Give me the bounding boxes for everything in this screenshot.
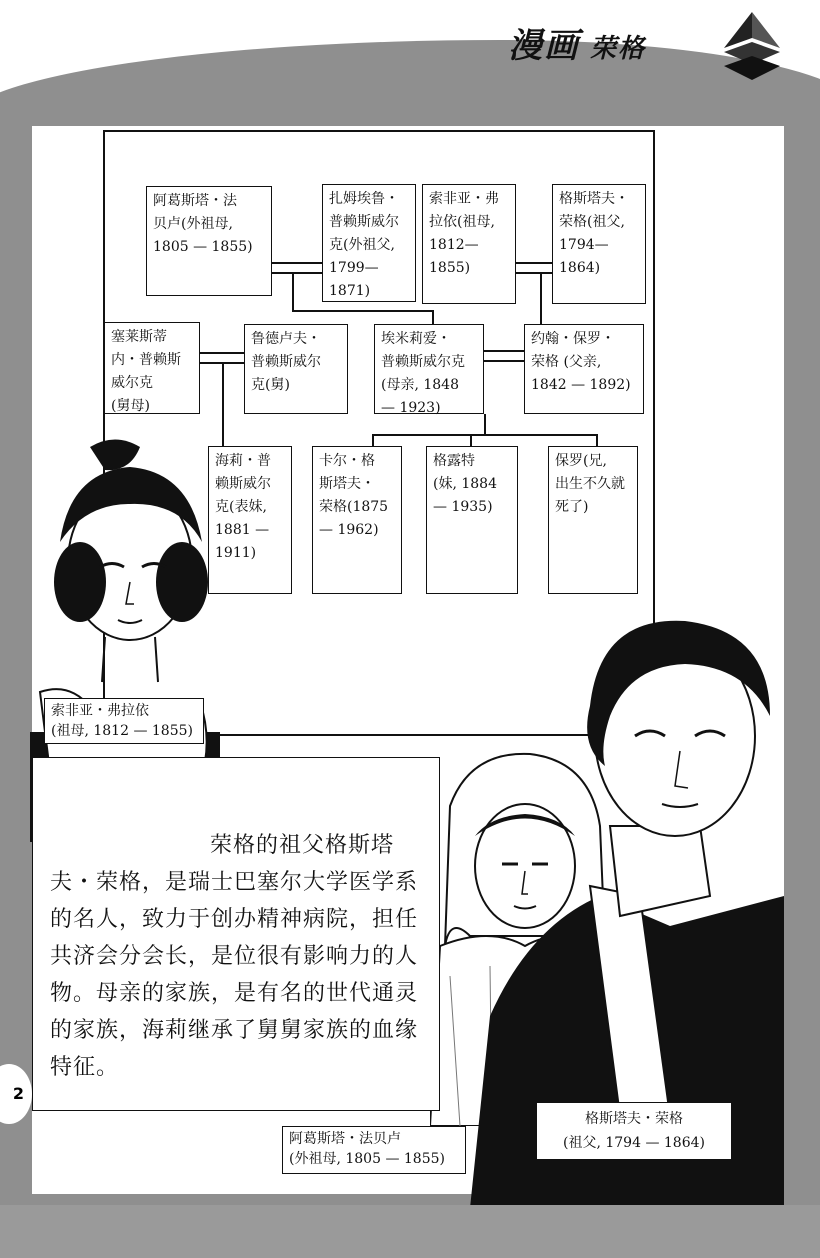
connector [292, 310, 432, 312]
tree-node-augusta: 阿葛斯塔・法 贝卢(外祖母, 1805 — 1855) [146, 186, 272, 296]
series-title-sub: 荣格 [590, 34, 647, 64]
connector [272, 272, 322, 274]
series-title [508, 18, 646, 67]
tree-node-celestine: 塞莱斯蒂 内・普赖斯 威尔克 (舅母) [104, 322, 200, 414]
connector [484, 350, 524, 352]
connector [272, 262, 322, 264]
connector [372, 434, 374, 446]
tree-node-paul-jr: 保罗(兄, 出生不久就 死了) [548, 446, 638, 594]
connector [484, 360, 524, 362]
connector [372, 434, 598, 436]
narration-text: 荣格的祖父格斯塔夫・荣格，是瑞士巴塞尔大学医学系的名人，致力于创办精神病院，担任共济会分会长，是位很有影响力的人物。母亲的家族，是有名的世代通灵的家族，海莉继承了舅舅家族的血缘特征。 [50, 833, 419, 1080]
tree-node-samuel: 扎姆埃鲁・ 普赖斯威尔 克(外祖父, 1799—1871) [322, 184, 416, 302]
connector [540, 272, 542, 324]
tree-node-gertrud: 格露特 (妹, 1884 — 1935) [426, 446, 518, 594]
tree-node-paul: 约翰・保罗・ 荣格 (父亲, 1842 — 1892) [524, 324, 644, 414]
connector [200, 352, 244, 354]
caption-sophie: 索非亚・弗拉依 (祖母, 1812 — 1855) [44, 698, 204, 744]
tree-node-carl: 卡尔・格 斯塔夫・ 荣格(1875 — 1962) [312, 446, 402, 594]
tree-node-emilie: 埃米莉爱・ 普赖斯威尔克 (母亲, 1848 — 1923) [374, 324, 484, 414]
series-title-main: 漫画 [508, 26, 580, 66]
connector [432, 310, 434, 324]
connector [516, 262, 552, 264]
connector [516, 272, 552, 274]
page-number: 2 [0, 1064, 32, 1124]
connector [292, 272, 294, 310]
bottom-margin [0, 1205, 820, 1258]
connector [596, 434, 598, 446]
tree-node-rudolf: 鲁德卢夫・ 普赖斯威尔 克(舅) [244, 324, 348, 414]
connector [484, 414, 486, 434]
connector [470, 434, 472, 446]
tree-node-sophie: 索非亚・弗 拉依(祖母, 1812—1855) [422, 184, 516, 304]
tree-node-gustav: 格斯塔夫・ 荣格(祖父, 1794—1864) [552, 184, 646, 304]
tree-node-helly: 海莉・普 赖斯威尔 克(表妹, 1881 — 1911) [208, 446, 292, 594]
caption-augusta: 阿葛斯塔・法贝卢 (外祖母, 1805 — 1855) [282, 1126, 466, 1174]
caption-gustav: 格斯塔夫・荣格 (祖父, 1794 — 1864) [536, 1102, 732, 1160]
stacked-pyramid-icon [712, 8, 792, 88]
